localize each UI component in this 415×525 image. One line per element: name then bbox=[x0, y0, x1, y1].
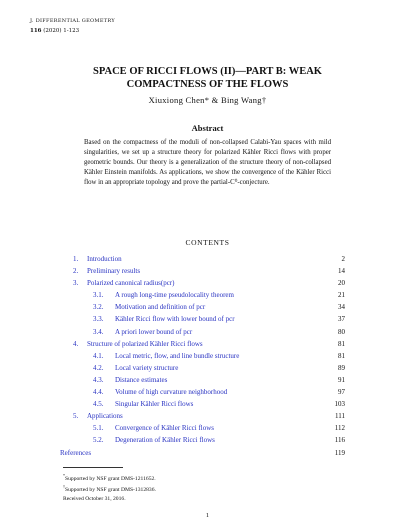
footnotes bbox=[63, 472, 156, 504]
toc-entry[interactable] bbox=[73, 253, 345, 265]
toc-entry[interactable] bbox=[73, 362, 345, 374]
toc-entry-page: 34 bbox=[338, 303, 345, 312]
toc-entry-number[interactable]: 4.2. bbox=[93, 363, 104, 372]
abstract-heading: Abstract bbox=[191, 123, 224, 133]
toc-entry-title-link[interactable]: Applications bbox=[87, 412, 123, 421]
footnote-2-mark: † bbox=[63, 484, 65, 490]
toc-entry[interactable] bbox=[73, 289, 345, 301]
toc-entry[interactable] bbox=[73, 350, 345, 362]
toc-entry-page: 37 bbox=[338, 315, 345, 324]
toc-entry-title-link[interactable]: A priori lower bound of pcr bbox=[115, 327, 193, 336]
toc-entry[interactable] bbox=[73, 398, 345, 410]
toc-entry-title-link[interactable]: Polarized canonical radius(pcr) bbox=[87, 279, 175, 288]
toc-entry-number[interactable]: 4.5. bbox=[93, 400, 104, 409]
journal-name: J. DIFFERENTIAL GEOMETRY bbox=[30, 18, 115, 24]
toc-entry[interactable] bbox=[73, 277, 345, 289]
toc-entry-title-link[interactable]: Preliminary results bbox=[87, 267, 141, 276]
abstract-text: Based on the compactness of the moduli of non-collapsed Calabi-Yau spaces with mild singularities, we set up a structure theory for polarized Kähler Ricci flows with proper geometric bounds. Our theory is a generalization of the structure theory of non-collapsed Kähler Einstein manifolds. As applications, we show the convergence of the Kähler Ricci flow in an appropriate topology and prove the partial-C⁰-conjecture. bbox=[84, 139, 331, 186]
toc-entry-title-link[interactable]: Volume of high curvature neighborhood bbox=[115, 388, 228, 397]
paper-title bbox=[0, 65, 415, 91]
toc-entry-title-link[interactable]: Motivation and definition of pcr bbox=[115, 303, 206, 312]
footnote-rule bbox=[63, 467, 123, 468]
toc-entry-number[interactable]: 4.4. bbox=[93, 388, 104, 397]
toc-entry[interactable] bbox=[73, 434, 345, 446]
toc-entry-page: 2 bbox=[341, 255, 345, 263]
toc-entry-title-link[interactable]: Singular Kähler Ricci flows bbox=[115, 400, 194, 409]
toc-entry-page: 81 bbox=[338, 351, 345, 360]
toc-entry-number[interactable]: 4.3. bbox=[93, 375, 104, 384]
toc-entry-title-link[interactable]: References bbox=[60, 448, 92, 457]
toc-entry[interactable] bbox=[73, 301, 345, 313]
footnote-1-text: Supported by NSF grant DMS-1211652. bbox=[65, 475, 156, 482]
toc-entry-page: 80 bbox=[338, 327, 345, 336]
toc-entry-number[interactable]: 4.1. bbox=[93, 351, 104, 360]
toc-entry-page: 112 bbox=[334, 424, 345, 433]
toc-entry-page: 21 bbox=[338, 291, 345, 300]
toc-entry-title-link[interactable]: Introduction bbox=[87, 255, 122, 263]
title-line-1: SPACE OF RICCI FLOWS (II)—PART B: WEAK bbox=[93, 66, 322, 77]
toc-entry-title-link[interactable]: Distance estimates bbox=[115, 375, 168, 384]
received-date: Received October 31, 2016. bbox=[63, 495, 126, 502]
toc-entry-page: 103 bbox=[334, 400, 345, 409]
toc-entry-number[interactable]: 3.3. bbox=[93, 315, 104, 324]
title-line-2: COMPACTNESS OF THE FLOWS bbox=[126, 79, 289, 90]
toc-entry[interactable] bbox=[73, 374, 345, 386]
toc-entry-number[interactable]: 2. bbox=[73, 267, 79, 276]
toc-entry-number[interactable]: 3.4. bbox=[93, 327, 104, 336]
table-of-contents bbox=[60, 253, 345, 459]
toc-entry[interactable] bbox=[73, 338, 345, 350]
toc-entry-page: 119 bbox=[334, 448, 345, 457]
authors: Xiuxiong Chen* & Bing Wang† bbox=[148, 95, 267, 105]
toc-entry-number[interactable]: 1. bbox=[73, 255, 79, 263]
toc-entry-number[interactable]: 5. bbox=[73, 412, 79, 421]
toc-entry-title-link[interactable]: Degeneration of Kähler Ricci flows bbox=[115, 436, 215, 445]
toc-entry-title-link[interactable]: Convergence of Kähler Ricci flows bbox=[115, 424, 215, 433]
toc-entry-page: 20 bbox=[338, 279, 345, 288]
toc-entry[interactable] bbox=[73, 326, 345, 338]
toc-entry[interactable] bbox=[73, 313, 345, 325]
toc-entry-number[interactable]: 3. bbox=[73, 279, 79, 288]
toc-entry-number[interactable]: 3.1. bbox=[93, 291, 104, 300]
page-number: 1 bbox=[205, 512, 210, 519]
toc-entry-number[interactable]: 5.2. bbox=[93, 436, 104, 445]
footnote-1 bbox=[63, 472, 156, 483]
footnote-2 bbox=[63, 483, 156, 494]
volume-number: 116 bbox=[30, 28, 42, 34]
toc-entry-title-link[interactable]: Local metric, flow, and line bundle structure bbox=[115, 351, 240, 360]
toc-entry[interactable] bbox=[73, 265, 345, 277]
issue-pages: (2020) 1-123 bbox=[43, 28, 80, 34]
toc-entry-page: 89 bbox=[338, 363, 345, 372]
toc-entry-page: 14 bbox=[338, 267, 345, 276]
toc-entry[interactable] bbox=[73, 386, 345, 398]
toc-entry-title-link[interactable]: A rough long-time pseudolocality theorem bbox=[115, 291, 234, 300]
toc-entry-page: 91 bbox=[338, 375, 345, 384]
toc-entry-title-link[interactable]: Local variety structure bbox=[115, 363, 179, 372]
footnote-1-mark: * bbox=[63, 473, 65, 478]
volume-issue bbox=[30, 28, 79, 34]
toc-entry-number[interactable]: 5.1. bbox=[93, 424, 104, 433]
footnote-2-text: Supported by NSF grant DMS-1312836. bbox=[65, 487, 156, 494]
toc-entry-number[interactable]: 4. bbox=[73, 339, 79, 348]
toc-entry-page: 81 bbox=[338, 339, 345, 348]
toc-entry[interactable] bbox=[73, 422, 345, 434]
toc-entry-page: 97 bbox=[338, 388, 345, 397]
toc-entry-number[interactable]: 3.2. bbox=[93, 303, 104, 312]
toc-entry[interactable] bbox=[73, 410, 345, 422]
toc-entry-title-link[interactable]: Kähler Ricci flow with lower bound of pcr bbox=[115, 315, 235, 324]
toc-entry-title-link[interactable]: Structure of polarized Kähler Ricci flows bbox=[87, 339, 203, 348]
toc-entry-page: 111 bbox=[335, 412, 345, 421]
contents-heading: CONTENTS bbox=[185, 238, 230, 247]
toc-entry[interactable] bbox=[60, 447, 345, 459]
toc-entry-page: 116 bbox=[334, 436, 345, 445]
